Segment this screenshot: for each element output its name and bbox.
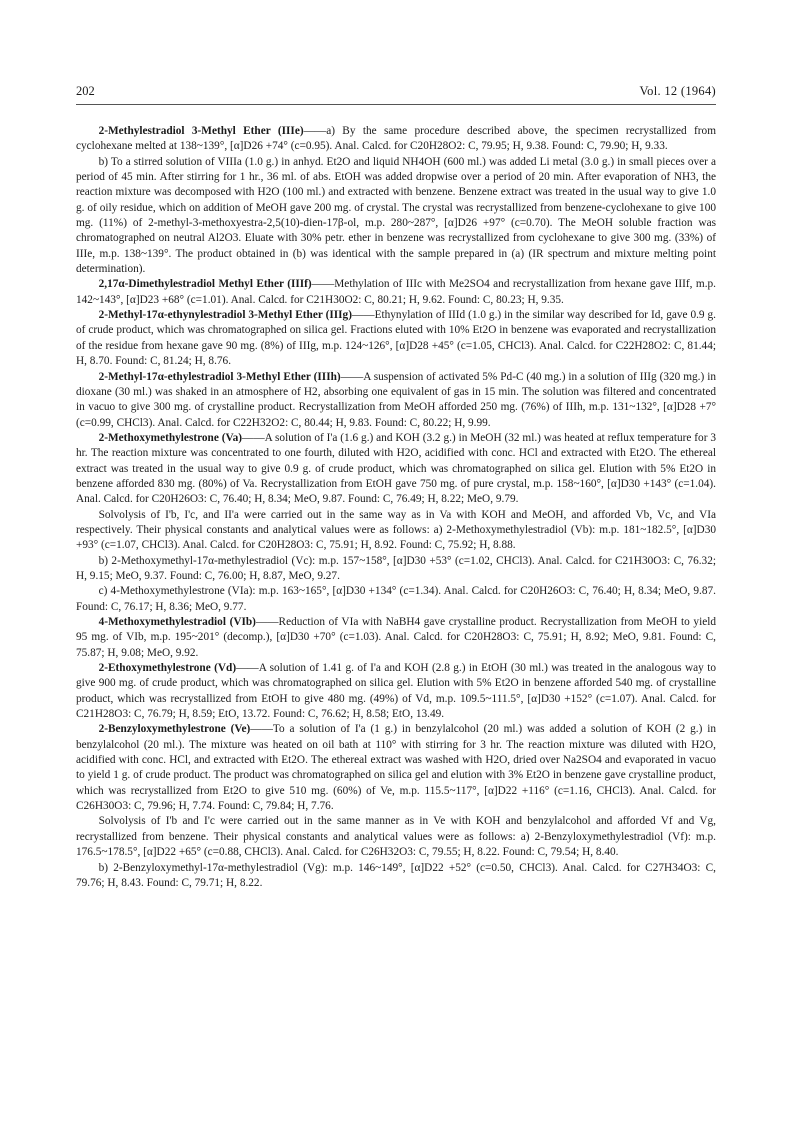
compound-heading: 2-Methoxymethylestrone (Va) <box>98 431 243 444</box>
paragraph-text: ——A solution of I'a (1.6 g.) and KOH (3.2 g.) in MeOH (32 ml.) was heated at reflux temperature for 3 hr. The reaction mixture was concentrated to one fourth, diluted with H2O, acidified with conc. HCl and extracted with Et2O. The ethereal extract was treated in the usual way to give 0.9 g. of crude product, which was chromatographed on silica gel. Elution with 5% Et2O in benzene afforded 830 mg. (80%) of Va. Recrystallization from EtOH gave 750 mg. of pure crystal, m.p. 158~160°, [α]D30 +143° (c=1.04). Anal. Calcd. for C20H26O3: C, 76.40; H, 8.34; MeO, 9.87. Found: C, 76.49; H, 8.22; MeO, 9.79. <box>76 431 716 506</box>
paragraph <box>76 370 716 431</box>
page-header <box>76 84 716 104</box>
paragraph-text: ——Methylation of IIIc with Me2SO4 and recrystallization from hexane gave IIIf, m.p. 142~143°, [α]D23 +68° (c=1.01). Anal. Calcd. for C21H30O2: C, 80.21; H, 9.62. Found: C, 80.23; H, 9.35. <box>76 278 716 306</box>
paragraph <box>76 661 716 722</box>
paragraph-text: ——To a solution of I'a (1 g.) in benzylalcohol (20 ml.) was added a solution of KOH (2 g.) in benzylalcohol (20 ml.). The mixture was heated on oil bath at 110° with stirring for 3 hr. The reaction mixture was diluted with H2O, acidified with conc. HCl, and extracted with Et2O. The ethereal extract was washed with H2O, dried over Na2SO4 and evaporated in vacuo to yield 1 g. of crude product. The product was chromatographed on silica gel and elution with 3% Et2O in benzene gave crystalline product, which was recrystallized from Et2O to give 510 mg. (60%) of Ve, m.p. 115.5~117°, [α]D22 +116° (c=1.16, CHCl3). Anal. Calcd. for C26H30O3: C, 79.96; H, 7.74. Found: C, 79.84; H, 7.76. <box>76 723 716 813</box>
paragraph <box>76 308 716 369</box>
paragraph-text: ——Ethynylation of IIId (1.0 g.) in the similar way described for Id, gave 0.9 g. of crude product, which was chromatographed on silica gel. Fractions eluted with 10% Et2O in benzene was evaporated and recrystallization of the residue from hexane gave 90 mg. (8%) of IIIg, m.p. 124~126°, [α]D28 +45° (c=1.05, CHCl3). Anal. Calcd. for C22H28O2: C, 81.44; H, 8.70. Found: C, 81.24; H, 8.76. <box>76 309 716 368</box>
paragraph-text: ——Reduction of VIa with NaBH4 gave crystalline product. Recrystallization from MeOH to yield 95 mg. of VIb, m.p. 195~201° (decomp.), [α]D30 +70° (c=1.03). Anal. Calcd. for C20H28O3: C, 75.91; H, 8.92; MeO, 9.81. Found: C, 75.87; H, 9.08; MeO, 9.92. <box>76 616 717 659</box>
paragraph <box>76 431 716 508</box>
paragraph-text: ——a) By the same procedure described above, the specimen recrystallized from cyclohexane melted at 138~139°, [α]D26 +74° (c=0.95). Anal. Calcd. for C20H28O2: C, 79.95; H, 9.38. Found: C, 79.90; H, 9.33. <box>76 125 716 153</box>
paragraph <box>76 277 716 308</box>
paragraph <box>76 814 716 860</box>
compound-heading: 2-Methyl-17α-ethynylestradiol 3-Methyl Ether (IIIg) <box>98 309 352 322</box>
compound-heading: 2-Methyl-17α-ethylestradiol 3-Methyl Ether (IIIh) <box>98 370 341 383</box>
paragraph <box>76 584 716 615</box>
paragraph-text: b) 2-Methoxymethyl-17α-methylestradiol (Vc): m.p. 157~158°, [α]D30 +53° (c=1.02, CHCl3). Anal. Calcd. for C21H30O3: C, 76.32; H, 9.15; MeO, 9.37. Found: C, 76.00; H, 8.87, MeO, 9.27. <box>76 554 716 582</box>
paragraph-text: b) 2-Benzyloxymethyl-17α-methylestradiol (Vg): m.p. 146~149°, [α]D22 +52° (c=0.50, CHCl3). Anal. Calcd. for C27H34O3: C, 79.76; H, 8.43. Found: C, 79.71; H, 8.22. <box>76 861 716 889</box>
compound-heading: 4-Methoxymethylestradiol (VIb) <box>98 616 256 628</box>
compound-heading: 2-Benzyloxymethylestrone (Ve) <box>98 723 251 736</box>
paragraph <box>76 615 716 661</box>
paragraph-text: ——A solution of 1.41 g. of I'a and KOH (2.8 g.) in EtOH (30 ml.) was treated in the analogous way to give 900 mg. of crude product, which was chromatographed on silica gel. Elution with 5% Et2O in benzene afforded 540 mg. of crystalline product, which was recrystallized from EtOH to give 480 mg. (49%) of Vd, m.p. 109.5~111.5°, [α]D30 +152° (c=1.07). Anal. Calcd. for C21H28O3: C, 76.79; H, 8.59; EtO, 13.72. Found: C, 76.62; H, 8.58; EtO, 13.49. <box>76 662 716 721</box>
compound-heading: 2-Ethoxymethylestrone (Vd) <box>98 662 237 675</box>
running-head: Vol. 12 (1964) <box>639 84 716 98</box>
paragraph-text: c) 4-Methoxymethylestrone (VIa): m.p. 163~165°, [α]D30 +134° (c=1.34). Anal. Calcd. for C20H26O3: C, 76.40; H, 8.34; MeO, 9.87. Found: C, 76.17; H, 8.36; MeO, 9.77. <box>76 585 716 613</box>
compound-heading: 2,17α-Dimethylestradiol Methyl Ether (IIIf) <box>98 278 312 291</box>
paragraph <box>76 861 716 892</box>
paragraph-text: b) To a stirred solution of VIIIa (1.0 g.) in anhyd. Et2O and liquid NH4OH (600 ml.) was added Li metal (3.0 g.) in small pieces over a period of 45 min. After stirring for 1 hr., 36 ml. of abs. EtOH was added dropwise over a period of 20 min. After evaporation of NH3, the reaction mixture was decomposed with H2O (100 ml.) and extracted with benzene. Benzene extract was treated in the usual way to give 1.0 g. of oily residue, which on addition of MeOH gave 200 mg. of crystal. The crystal was recrystallized from benzene-cyclohexane to give 100 mg. (11%) of 2-methyl-3-methoxyestra-2,5(10)-dien-17β-ol, m.p. 280~287°, [α]D26 +97° (c=0.70). The MeOH soluble fraction was chromatographed on neutral Al2O3. Eluate with 30% petr. ether in benzene was recrystallized from cyclohexane to give 300 mg. (33%) of IIIe, m.p. 138~139°. The product obtained in (b) was identical with the sample prepared in (a) (IR spectrum and mixture melting point determination). <box>76 155 716 276</box>
paragraph <box>76 722 716 814</box>
paragraph-text: Solvolysis of I'b, I'c, and II'a were carried out in the same way as in Va with KOH and MeOH, and afforded Vb, Vc, and VIa respectively. Their physical constants and analytical values were as follows: a) 2-Methoxymethylestradiol (Vb): m.p. 181~182.5°, [α]D30 +93° (c=1.07, CHCl3). Anal. Calcd. for C20H28O3: C, 75.91; H, 8.92. Found: C, 75.92; H, 8.88. <box>76 508 716 552</box>
paragraph <box>76 124 716 155</box>
paragraph <box>76 508 716 554</box>
paragraph <box>76 155 716 278</box>
paragraph-text: Solvolysis of I'b and I'c were carried out in the same manner as in Ve with KOH and benzylalcohol and afforded Vf and Vg, recrystallized from benzene. Their physical constants and analytical values were as follows: a) 2-Benzyloxymethylestradiol (Vf): m.p. 176.5~178.5°, [α]D22 +65° (c=0.88, CHCl3). Anal. Calcd. for C26H32O3: C, 79.55; H, 8.22. Found: C, 79.54; H, 8.40. <box>76 815 716 859</box>
page-number: 202 <box>76 84 95 98</box>
body-text <box>76 124 716 891</box>
paragraph <box>76 554 716 585</box>
paragraph-text: ——A suspension of activated 5% Pd-C (40 mg.) in a solution of IIIg (320 mg.) in dioxane (30 ml.) was shaked in an atmosphere of H2, absorbing one equivalent of gas in 15 min. The solution was filtered and concentrated in vacuo to give 300 mg. of crystalline product. Recrystallization from MeOH afforded 250 mg. (76%) of IIIh, m.p. 131~132°, [α]D28 +7° (c=0.99, CHCl3). Anal. Calcd. for C22H32O2: C, 80.44; H, 9.83. Found: C, 80.22; H, 9.99. <box>76 370 716 429</box>
header-rule <box>76 104 716 105</box>
compound-heading: 2-Methylestradiol 3-Methyl Ether (IIIe) <box>98 125 304 137</box>
